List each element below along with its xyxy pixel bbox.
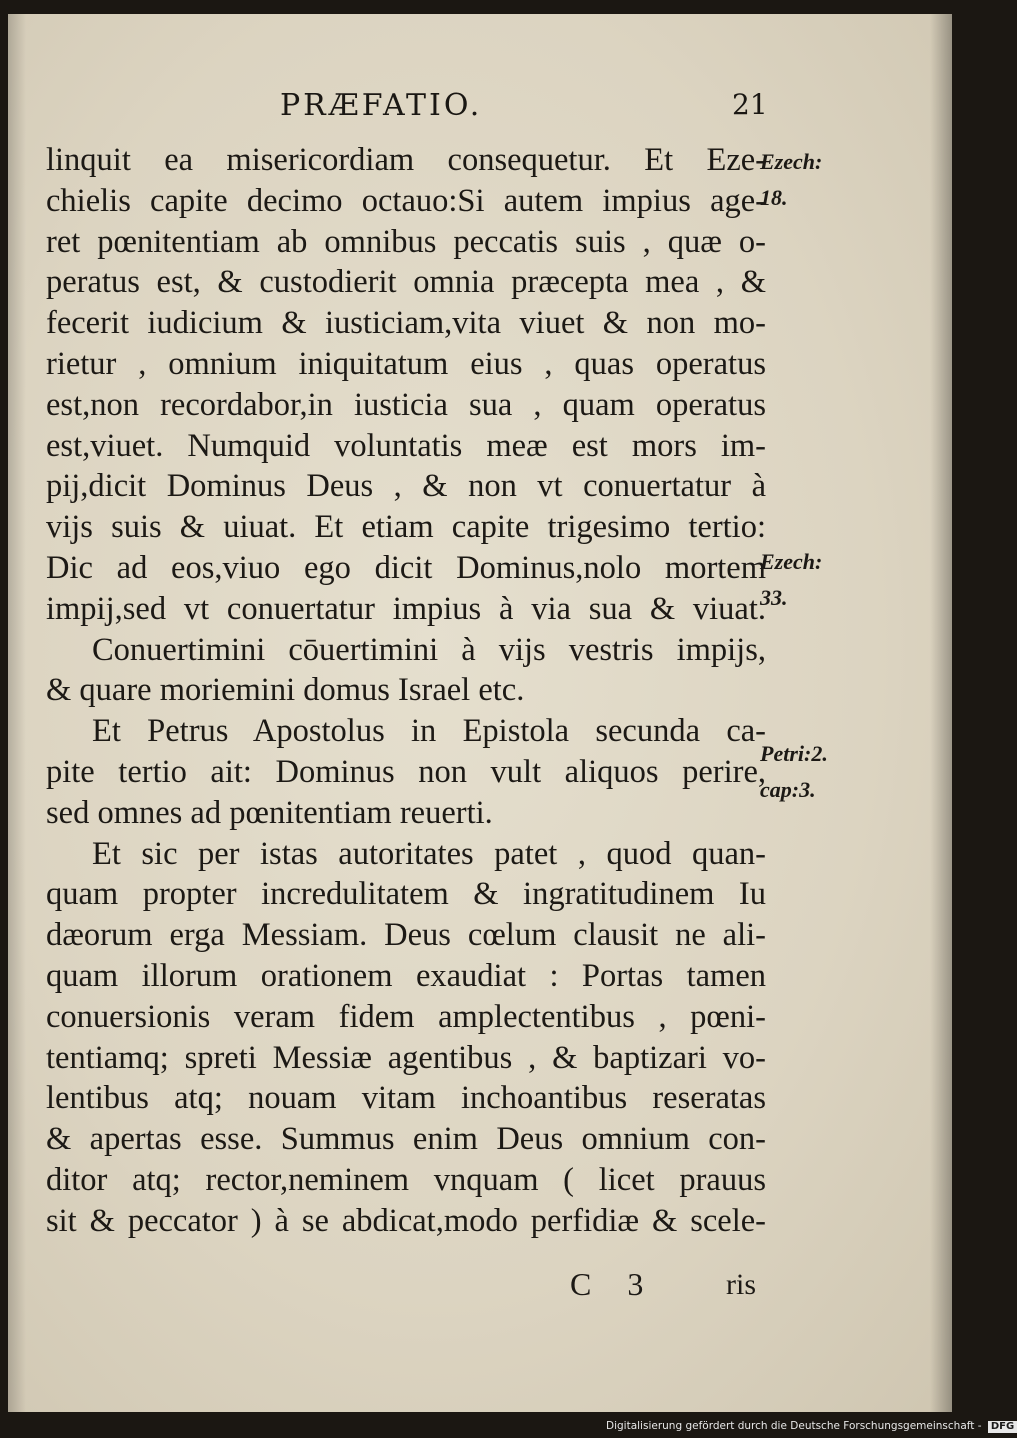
text-line: Et Petrus Apostolus in Epistola secunda ca- bbox=[92, 713, 766, 750]
marginal-note: cap:3. bbox=[760, 777, 816, 802]
marginal-note: Petri:2. bbox=[760, 741, 828, 766]
text-line: rietur , omnium iniquitatum eius , quas operatus bbox=[46, 345, 766, 382]
text-line: tentiamq; spreti Messiæ agentibus , & baptizari vo- bbox=[46, 1039, 766, 1076]
signature-mark: C 3 bbox=[570, 1266, 658, 1302]
text-line: pij,dicit Dominus Deus , & non vt conuertatur à bbox=[46, 468, 766, 505]
marginal-note: 18. bbox=[760, 185, 788, 210]
text-line: sit & peccator ) à se abdicat,modo perfidiæ & scele- bbox=[46, 1202, 766, 1239]
body-text bbox=[46, 140, 766, 1242]
text-line: linquit ea misericordiam consequetur. Et Eze- bbox=[46, 142, 766, 178]
text-line: ditor atq; rector,neminem vnquam ( licet prauus bbox=[46, 1161, 766, 1198]
text-line: & quare moriemini domus Israel etc. bbox=[46, 672, 525, 709]
text-line: Et sic per istas autoritates patet , quod quan- bbox=[92, 835, 766, 872]
gutter-shadow bbox=[8, 14, 26, 1412]
page-number: 21 bbox=[732, 88, 768, 121]
text-line: est,viuet. Numquid voluntatis meæ est mors im- bbox=[46, 427, 766, 464]
text-line: Conuertimini cōuertimini à vijs vestris impijs, bbox=[92, 631, 766, 668]
book-page bbox=[8, 14, 952, 1412]
text-line: quam propter incredulitatem & ingratitudinem Iu bbox=[46, 876, 766, 913]
running-head: PRÆFATIO. bbox=[280, 88, 483, 123]
page-edge-shadow bbox=[930, 14, 952, 1412]
text-line: ret pœnitentiam ab omnibus peccatis suis , quæ o- bbox=[46, 223, 766, 260]
marginal-note: 33. bbox=[760, 585, 788, 610]
text-line: lentibus atq; nouam vitam inchoantibus reseratas bbox=[46, 1080, 766, 1117]
text-line: chielis capite decimo octauo:Si autem impius age- bbox=[46, 182, 766, 219]
text-line: vijs suis & uiuat. Et etiam capite trigesimo tertio: bbox=[46, 509, 766, 546]
marginal-note: Ezech: bbox=[760, 149, 823, 174]
text-line: peratus est, & custodierit omnia præcepta mea , & bbox=[46, 264, 766, 301]
text-line: est,non recordabor,in iusticia sua , quam operatus bbox=[46, 386, 766, 423]
dfg-logo: DFG bbox=[988, 1421, 1017, 1433]
catchword: ris bbox=[726, 1268, 756, 1301]
text-line: pite tertio ait: Dominus non vult aliquos perire, bbox=[46, 753, 766, 790]
text-line: dæorum erga Messiam. Deus cœlum clausit ne ali- bbox=[46, 917, 766, 954]
marginal-note: Ezech: bbox=[760, 549, 823, 574]
text-line: & apertas esse. Summus enim Deus omnium con- bbox=[46, 1121, 766, 1158]
text-line: sed omnes ad pœnitentiam reuerti. bbox=[46, 794, 493, 831]
text-line: fecerit iudicium & iusticiam,vita viuet & non mo- bbox=[46, 305, 766, 342]
text-line: conuersionis veram fidem amplectentibus , pœni- bbox=[46, 998, 766, 1035]
text-line: quam illorum orationem exaudiat : Portas tamen bbox=[46, 957, 766, 994]
text-line: Dic ad eos,viuo ego dicit Dominus,nolo mortem bbox=[46, 549, 766, 586]
digitization-credit bbox=[606, 1420, 1017, 1433]
credit-text: Digitalisierung gefördert durch die Deutsche Forschungsgemeinschaft - bbox=[606, 1420, 982, 1432]
text-line: impij,sed vt conuertatur impius à via sua & viuat. bbox=[46, 590, 766, 627]
